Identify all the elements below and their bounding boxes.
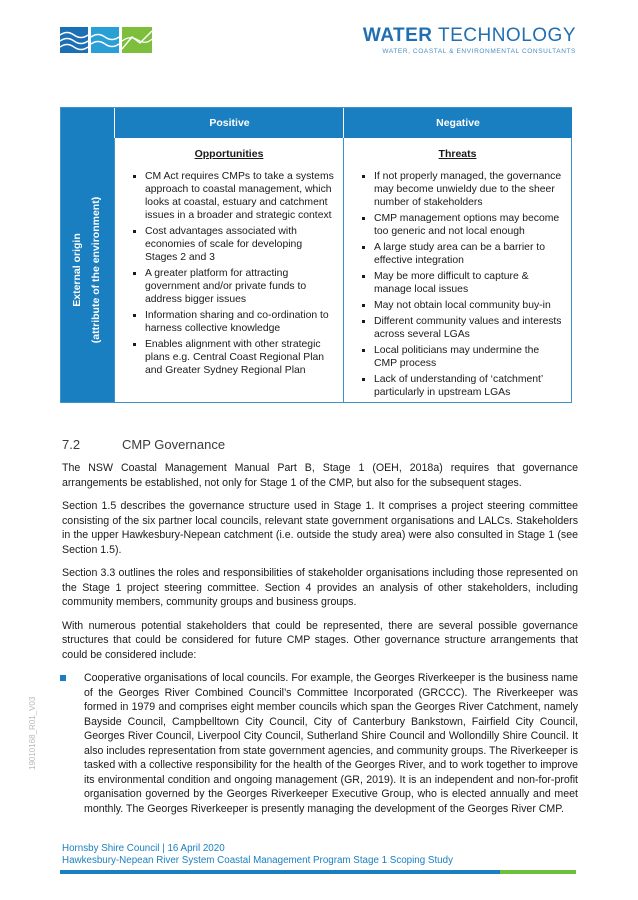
list-item: CMP management options may become too generic and not local enough (364, 212, 563, 238)
paragraph: The NSW Coastal Management Manual Part B, Stage 1 (OEH, 2018a) requires that governance arrangements be established, not only for Stage 1 of the CMP, but also for the subsequent stages. (62, 462, 578, 489)
footer-rule-green (500, 870, 576, 874)
row-header-external-origin (61, 138, 114, 402)
footer (62, 843, 453, 867)
water-technology-wave-logo-icon (60, 27, 152, 53)
threats-heading: Threats (438, 148, 477, 160)
paragraph: Section 3.3 outlines the roles and responsibilities of stakeholder organisations including those represented on the Stage 1 project steering committee. Section 4 provides an analysis of other stakeholders, including community members, community groups and business groups. (62, 567, 578, 608)
table-corner (61, 108, 114, 138)
brand-name: WATER TECHNOLOGY (362, 25, 576, 46)
threats-cell (343, 138, 571, 402)
brand-tagline: WATER, COASTAL & ENVIRONMENTAL CONSULTANTS (382, 48, 576, 55)
row-header-label: External origin (attribute of the environment) (71, 196, 102, 344)
threats-list (352, 170, 563, 399)
bullet-item (62, 671, 578, 816)
list-item: CM Act requires CMPs to take a systems approach to coastal management, which looks at coastal, estuary and catchment issues in a broader and strategic context (135, 170, 335, 222)
list-item: Cost advantages associated with economies of scale for developing Stages 2 and 3 (135, 225, 335, 264)
brand-block (363, 26, 576, 55)
section-title: CMP Governance (122, 437, 226, 452)
list-item: May not obtain local community buy-in (364, 299, 563, 312)
list-item: Different community values and interests across several LGAs (364, 315, 563, 341)
column-header-negative: Negative (343, 108, 572, 138)
swot-table (60, 107, 572, 403)
square-bullet-icon (62, 671, 84, 816)
body-text (62, 461, 578, 816)
footer-client-date: Hornsby Shire Council | 16 April 2020 (62, 843, 225, 854)
list-item: Lack of understanding of ‘catchment’ particularly in upstream LGAs (364, 373, 563, 399)
document-code: 19010168_R01_V03 (28, 696, 37, 770)
opportunities-heading: Opportunities (194, 148, 264, 160)
list-item: A greater platform for attracting government and/or private funds to address bigger issues (135, 267, 335, 306)
list-item: A large study area can be a barrier to effective integration (364, 241, 563, 267)
section-heading (62, 437, 225, 452)
list-item: May be more difficult to capture & manage local issues (364, 270, 563, 296)
paragraph: With numerous potential stakeholders that could be represented, there are several possible governance structures that could be considered for future CMP stages. Other governance structure arrangements that could be considered include: (62, 619, 578, 661)
list-item: Information sharing and co-ordination to harness collective knowledge (135, 309, 335, 335)
paragraph: Section 1.5 describes the governance structure used in Stage 1. It comprises a project steering committee consisting of the six partner local councils, relevant state government organisations and LALCs. Stakeholders in the upper Hawkesbury-Nepean catchment (i.e. outside the study area) were also consulted in Stage 1 (see Section 1.5). (62, 500, 578, 556)
column-header-positive: Positive (114, 108, 344, 138)
section-number: 7.2 (62, 437, 81, 452)
list-item: If not properly managed, the governance may become unwieldy due to the sheer number of stakeholders (364, 170, 563, 209)
bullet-text: Cooperative organisations of local councils. For example, the Georges Riverkeeper is the business name of the Georges River Combined Council’s Committee Incorporated (GRCCC). The Riverkeeper was formed in 1979 and comprises eight member councils which span the Georges River Catchment, namely Bayside Council, Campbelltown City Council, City of Canterbury Bankstown, Fairfield City Council, Georges River Council, Liverpool City Council, Sutherland Shire Council and Wollondilly Shire Council. It also includes representation from state government agencies, and community groups. The Riverkeeper is tasked with a collective responsibility for the health of the Georges River, and to work together to improve its environmental condition and ongoing management (GR, 2019). It is an independent and non-for-profit organisation governed by the Georges Riverkeeper Executive Group, who is elected annually and meet monthly. The Georges Riverkeeper is presently managing the development of the Georges River CMP. (84, 672, 578, 815)
footer-rule-blue (60, 870, 500, 874)
list-item: Local politicians may undermine the CMP process (364, 344, 563, 370)
opportunities-list (123, 170, 335, 377)
list-item: Enables alignment with other strategic plans e.g. Central Coast Regional Plan and Greater Sydney Regional Plan (135, 338, 335, 377)
opportunities-cell (114, 138, 343, 402)
footer-report-title: Hawkesbury-Nepean River System Coastal Management Program Stage 1 Scoping Study (62, 855, 453, 866)
footer-rule (60, 870, 576, 874)
